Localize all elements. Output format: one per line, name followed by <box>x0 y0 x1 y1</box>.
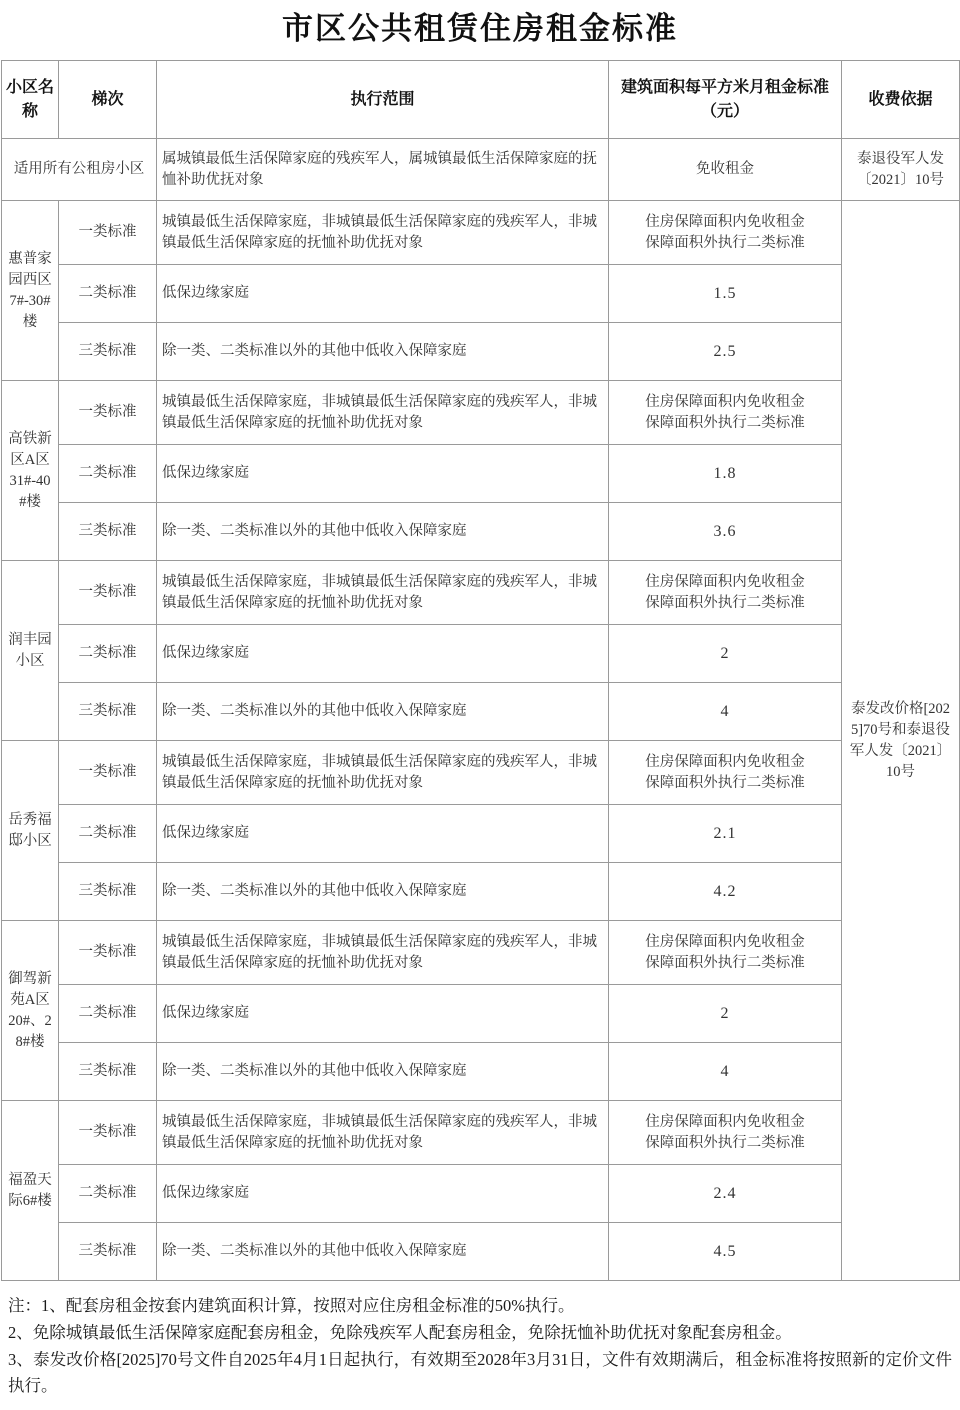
cell-tier-label: 二类标准 <box>59 1165 157 1223</box>
cell-scope: 城镇最低生活保障家庭，非城镇最低生活保障家庭的残疾军人，非城镇最低生活保障家庭的抚恤补助优抚对象 <box>157 561 609 625</box>
cell-price: 1.8 <box>609 445 842 503</box>
cell-scope: 低保边缘家庭 <box>157 625 609 683</box>
cell-price: 1.5 <box>609 265 842 323</box>
column-header-basis: 收费依据 <box>842 61 960 139</box>
cell-scope: 低保边缘家庭 <box>157 1165 609 1223</box>
table-row <box>2 381 960 445</box>
cell-tier-label: 一类标准 <box>59 381 157 445</box>
table-row <box>2 323 960 381</box>
cell-price <box>609 1101 842 1165</box>
price-line-1: 住房保障面积内免收租金 <box>645 1113 805 1130</box>
table-row <box>2 503 960 561</box>
cell-scope: 除一类、二类标准以外的其他中低收入保障家庭 <box>157 863 609 921</box>
table-header <box>2 61 960 139</box>
price-lines <box>614 1112 836 1154</box>
price-lines <box>614 572 836 614</box>
cell-scope: 低保边缘家庭 <box>157 265 609 323</box>
cell-tier-label: 三类标准 <box>59 1043 157 1101</box>
price-lines <box>614 212 836 254</box>
cell-community-name: 福盈天际6#楼 <box>2 1101 59 1281</box>
cell-scope: 低保边缘家庭 <box>157 445 609 503</box>
cell-tier-label: 三类标准 <box>59 323 157 381</box>
table-row <box>2 201 960 265</box>
table-row <box>2 921 960 985</box>
cell-tier-label: 一类标准 <box>59 741 157 805</box>
page-title: 市区公共租赁住房租金标准 <box>282 11 678 46</box>
cell-scope: 城镇最低生活保障家庭，非城镇最低生活保障家庭的残疾军人，非城镇最低生活保障家庭的抚恤补助优抚对象 <box>157 1101 609 1165</box>
cell-community-name: 御驾新苑A区20#、28#楼 <box>2 921 59 1101</box>
table-row-universal <box>2 139 960 201</box>
table-row <box>2 863 960 921</box>
cell-community-name: 惠普家园西区7#-30#楼 <box>2 201 59 381</box>
rent-standards-table <box>1 60 960 1281</box>
price-line-1: 住房保障面积内免收租金 <box>645 393 805 410</box>
price-lines <box>614 392 836 434</box>
table-row <box>2 683 960 741</box>
cell-tier-label: 二类标准 <box>59 445 157 503</box>
cell-tier-label: 三类标准 <box>59 863 157 921</box>
cell-community-name: 适用所有公租房小区 <box>2 139 157 201</box>
cell-price: 4.2 <box>609 863 842 921</box>
cell-tier-label: 一类标准 <box>59 561 157 625</box>
table-row <box>2 805 960 863</box>
cell-tier-label: 二类标准 <box>59 265 157 323</box>
cell-tier-label: 二类标准 <box>59 625 157 683</box>
price-line-2: 保障面积外执行二类标准 <box>645 234 805 251</box>
cell-scope: 城镇最低生活保障家庭，非城镇最低生活保障家庭的残疾军人，非城镇最低生活保障家庭的抚恤补助优抚对象 <box>157 201 609 265</box>
cell-price: 4 <box>609 683 842 741</box>
price-line-2: 保障面积外执行二类标准 <box>645 1134 805 1151</box>
price-line-1: 住房保障面积内免收租金 <box>645 213 805 230</box>
table-row <box>2 1223 960 1281</box>
cell-price <box>609 921 842 985</box>
cell-price: 免收租金 <box>609 139 842 201</box>
column-header-community: 小区名称 <box>2 61 59 139</box>
cell-tier-label: 二类标准 <box>59 985 157 1043</box>
column-header-scope: 执行范围 <box>157 61 609 139</box>
price-line-2: 保障面积外执行二类标准 <box>645 774 805 791</box>
cell-price <box>609 381 842 445</box>
cell-scope: 除一类、二类标准以外的其他中低收入保障家庭 <box>157 503 609 561</box>
cell-price <box>609 741 842 805</box>
cell-scope: 城镇最低生活保障家庭，非城镇最低生活保障家庭的残疾军人，非城镇最低生活保障家庭的抚恤补助优抚对象 <box>157 381 609 445</box>
note-line-1: 注：1、配套房租金按套内建筑面积计算，按照对应住房租金标准的50%执行。 <box>8 1296 575 1316</box>
price-line-1: 住房保障面积内免收租金 <box>645 573 805 590</box>
cell-price: 4.5 <box>609 1223 842 1281</box>
cell-scope: 属城镇最低生活保障家庭的残疾军人，属城镇最低生活保障家庭的抚恤补助优抚对象 <box>157 139 609 201</box>
price-lines <box>614 752 836 794</box>
cell-price <box>609 201 842 265</box>
cell-tier-label: 一类标准 <box>59 921 157 985</box>
cell-scope: 低保边缘家庭 <box>157 985 609 1043</box>
price-line-2: 保障面积外执行二类标准 <box>645 594 805 611</box>
cell-price <box>609 561 842 625</box>
cell-tier-label: 一类标准 <box>59 1101 157 1165</box>
cell-price: 2.4 <box>609 1165 842 1223</box>
table-body <box>2 139 960 1281</box>
table-row <box>2 265 960 323</box>
table-row <box>2 561 960 625</box>
price-line-2: 保障面积外执行二类标准 <box>645 954 805 971</box>
notes-section <box>0 1281 960 1410</box>
cell-scope: 城镇最低生活保障家庭，非城镇最低生活保障家庭的残疾军人，非城镇最低生活保障家庭的抚恤补助优抚对象 <box>157 741 609 805</box>
cell-price: 2 <box>609 625 842 683</box>
cell-tier-label: 三类标准 <box>59 683 157 741</box>
cell-price: 2.5 <box>609 323 842 381</box>
price-line-1: 住房保障面积内免收租金 <box>645 933 805 950</box>
price-lines <box>614 932 836 974</box>
cell-tier-label: 三类标准 <box>59 1223 157 1281</box>
cell-tier-label: 二类标准 <box>59 805 157 863</box>
note-line-3: 3、泰发改价格[2025]70号文件自2025年4月1日起执行，有效期至2028年3月31日，文件有效期满后，租金标准将按照新的定价文件执行。 <box>8 1349 952 1396</box>
cell-price: 4 <box>609 1043 842 1101</box>
table-header-row <box>2 61 960 139</box>
price-line-2: 保障面积外执行二类标准 <box>645 414 805 431</box>
cell-price: 2 <box>609 985 842 1043</box>
note-line-2: 2、免除城镇最低生活保障家庭配套房租金，免除残疾军人配套房租金，免除抚恤补助优抚对象配套房租金。 <box>8 1322 792 1342</box>
cell-price: 3.6 <box>609 503 842 561</box>
table-row <box>2 625 960 683</box>
cell-tier-label: 一类标准 <box>59 201 157 265</box>
column-header-price: 建筑面积每平方米月租金标准（元） <box>609 61 842 139</box>
cell-community-name: 岳秀福邸小区 <box>2 741 59 921</box>
cell-basis: 泰退役军人发〔2021〕10号 <box>842 139 960 201</box>
cell-scope: 除一类、二类标准以外的其他中低收入保障家庭 <box>157 683 609 741</box>
cell-tier-label: 三类标准 <box>59 503 157 561</box>
cell-scope: 除一类、二类标准以外的其他中低收入保障家庭 <box>157 1223 609 1281</box>
cell-scope: 除一类、二类标准以外的其他中低收入保障家庭 <box>157 323 609 381</box>
cell-community-name: 高铁新区A区31#-40#楼 <box>2 381 59 561</box>
cell-community-name: 润丰园小区 <box>2 561 59 741</box>
table-row <box>2 1101 960 1165</box>
cell-scope: 城镇最低生活保障家庭，非城镇最低生活保障家庭的残疾军人，非城镇最低生活保障家庭的抚恤补助优抚对象 <box>157 921 609 985</box>
price-line-1: 住房保障面积内免收租金 <box>645 753 805 770</box>
table-row <box>2 985 960 1043</box>
cell-basis: 泰发改价格[2025]70号和泰退役军人发〔2021〕10号 <box>842 201 960 1281</box>
cell-scope: 除一类、二类标准以外的其他中低收入保障家庭 <box>157 1043 609 1101</box>
column-header-tier: 梯次 <box>59 61 157 139</box>
table-row <box>2 1043 960 1101</box>
table-row <box>2 1165 960 1223</box>
table-row <box>2 445 960 503</box>
table-row <box>2 741 960 805</box>
cell-scope: 低保边缘家庭 <box>157 805 609 863</box>
cell-price: 2.1 <box>609 805 842 863</box>
